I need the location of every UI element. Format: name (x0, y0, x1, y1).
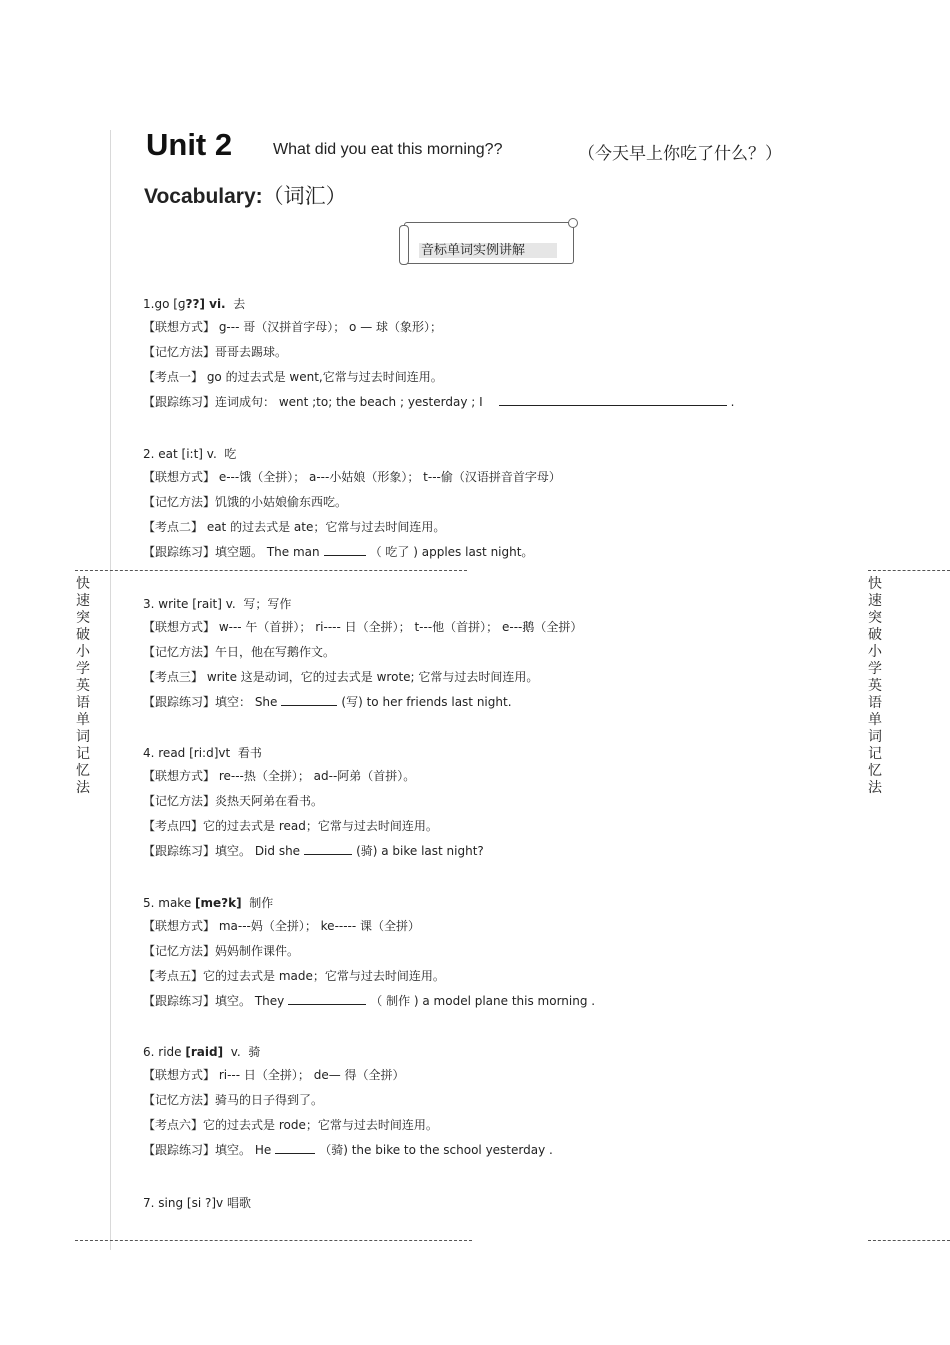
meaning: 吃 (224, 447, 237, 461)
dashed-separator (75, 1240, 472, 1241)
sidebar-left-vertical-title (73, 576, 93, 797)
entry-headword (143, 443, 843, 465)
practice-line (143, 540, 843, 565)
practice-prompt: 【跟踪练习】连词成句： went ;to; the beach ; yesterday ; I (143, 395, 483, 409)
sidebar-char: 法 (76, 780, 90, 796)
phonetic: [raid] (185, 1045, 224, 1059)
meaning: 写；写作 (243, 597, 292, 611)
entry-headword (143, 892, 843, 914)
practice-tail: (骑) a bike last night? (356, 844, 484, 858)
exam-point-line: 【考点三】 write 这是动词，它的过去式是 wrote; 它常与过去时间连用。 (143, 670, 539, 684)
sidebar-char: 小 (868, 644, 882, 660)
sidebar-char: 记 (76, 746, 90, 762)
headword: 1.go [ɡ (143, 297, 186, 311)
association-line: 【联想方式】 e---饿（全拼）； a---小姑娘（形象）； t---偷（汉语拼音首字母） (143, 470, 561, 484)
practice-prompt: 【跟踪练习】填空。 Did she (143, 844, 301, 858)
sidebar-char: 突 (76, 610, 90, 626)
sidebar-char: 速 (76, 593, 90, 609)
scroll-curl-right (568, 218, 578, 228)
sidebar-char: 学 (868, 661, 882, 677)
practice-prompt: 【跟踪练习】填空。 They (143, 994, 285, 1008)
entry-headword (143, 293, 843, 315)
practice-prompt: 【跟踪练习】填空： She (143, 695, 278, 709)
memory-line: 【记忆方法】炎热天阿弟在看书。 (143, 794, 324, 808)
association-line: 【联想方式】 g--- 哥（汉拼首字母）； o — 球（象形）； (143, 320, 443, 334)
sidebar-char: 学 (76, 661, 90, 677)
practice-line (143, 1138, 843, 1163)
dashed-separator (75, 570, 467, 571)
exam-point-line: 【考点二】 eat 的过去式是 ate；它常与过去时间连用。 (143, 520, 446, 534)
left-margin-rule (110, 130, 111, 1250)
entry-headword (143, 1192, 843, 1214)
sidebar-char: 速 (868, 593, 882, 609)
answer-blank[interactable] (281, 693, 337, 706)
answer-blank[interactable] (324, 543, 366, 556)
vocabulary-heading (144, 180, 347, 210)
memory-line: 【记忆方法】妈妈制作课件。 (143, 944, 300, 958)
memory-line: 【记忆方法】骑马的日子得到了。 (143, 1093, 324, 1107)
sidebar-char: 语 (76, 695, 90, 711)
answer-blank[interactable] (288, 992, 366, 1005)
answer-blank[interactable] (304, 842, 352, 855)
vocab-entry-eat (143, 443, 843, 565)
unit-subtitle: What did you eat this morning?? (273, 141, 503, 158)
memory-line: 【记忆方法】饥饿的小姑娘偷东西吃。 (143, 495, 348, 509)
unit-title: Unit 2 (146, 127, 233, 162)
association-line: 【联想方式】 ri--- 日（全拼）； de— 得（全拼） (143, 1068, 405, 1082)
answer-blank[interactable] (275, 1141, 315, 1154)
sidebar-char: 忆 (868, 763, 882, 779)
sidebar-char: 词 (868, 729, 882, 745)
association-line: 【联想方式】 w--- 午（首拼）； ri---- 日（全拼）； t---他（首拼）； e---鹅（全拼） (143, 620, 583, 634)
part-of-speech: v. (230, 1045, 241, 1059)
exam-point-line: 【考点五】它的过去式是 made；它常与过去时间连用。 (143, 969, 445, 983)
scroll-curl-left (399, 225, 409, 265)
banner-scroll (404, 222, 574, 264)
sidebar-char: 单 (868, 712, 882, 728)
memory-line: 【记忆方法】哥哥去踢球。 (143, 345, 288, 359)
meaning: 看书 (237, 746, 262, 760)
entry-headword (143, 742, 843, 764)
sidebar-char: 快 (868, 576, 882, 592)
meaning: 制作 (249, 896, 274, 910)
sidebar-right-vertical-title (865, 576, 885, 797)
headword: 6. ride (143, 1045, 186, 1059)
sidebar-char: 英 (76, 678, 90, 694)
sidebar-char: 忆 (76, 763, 90, 779)
headword: 5. make (143, 896, 196, 910)
memory-line: 【记忆方法】午日，他在写鹅作文。 (143, 645, 336, 659)
practice-tail: (写) to her friends last night. (341, 695, 512, 709)
meaning: 骑 (248, 1045, 261, 1059)
practice-prompt: 【跟踪练习】填空。 He (143, 1143, 272, 1157)
sidebar-char: 小 (76, 644, 90, 660)
vocabulary-label: Vocabulary: (144, 185, 263, 208)
practice-tail: （骑) the bike to the school yesterday . (319, 1143, 553, 1157)
vocab-entry-read (143, 742, 843, 864)
sidebar-char: 语 (868, 695, 882, 711)
sidebar-char: 破 (76, 627, 90, 643)
practice-line (143, 690, 843, 715)
association-line: 【联想方式】 re---热（全拼）； ad--阿弟（首拼）。 (143, 769, 416, 783)
exam-point-line: 【考点一】 go 的过去式是 went,它常与过去时间连用。 (143, 370, 443, 384)
meaning: 去 (233, 297, 246, 311)
phonetic: [me?k] (195, 896, 242, 910)
sidebar-char: 词 (76, 729, 90, 745)
headword: 3. write [rait] v. (143, 597, 236, 611)
sidebar-char: 突 (868, 610, 882, 626)
sidebar-char: 破 (868, 627, 882, 643)
headword: 4. read [ri:d]vt (143, 746, 231, 760)
vocabulary-label-chinese: （词汇） (262, 184, 347, 208)
meaning: 唱歌 (226, 1196, 251, 1210)
exam-point-line: 【考点四】它的过去式是 read；它常与过去时间连用。 (143, 819, 438, 833)
vocab-entry-ride (143, 1041, 843, 1163)
vocab-entry-write (143, 593, 843, 715)
association-line: 【联想方式】 ma---妈（全拼）； ke----- 课（全拼） (143, 919, 421, 933)
headword: 7. sing [si ?]v (143, 1196, 224, 1210)
answer-blank[interactable] (499, 393, 727, 406)
sidebar-char: 英 (868, 678, 882, 694)
dashed-separator (868, 570, 950, 571)
practice-tail: （ 制作 ) a model plane this morning . (370, 994, 596, 1008)
sidebar-char: 法 (868, 780, 882, 796)
sidebar-char: 单 (76, 712, 90, 728)
practice-tail: . (730, 395, 735, 409)
practice-line (143, 989, 843, 1014)
entry-headword (143, 593, 843, 615)
exam-point-line: 【考点六】它的过去式是 rode；它常与过去时间连用。 (143, 1118, 438, 1132)
vocab-entry-sing (143, 1192, 843, 1214)
practice-tail: （ 吃了 ) apples last night。 (369, 545, 534, 559)
unit-subtitle-chinese: （今天早上你吃了什么？） (578, 144, 782, 164)
sidebar-char: 记 (868, 746, 882, 762)
phonetic: ??] vi. (185, 297, 226, 311)
practice-prompt: 【跟踪练习】填空题。 The man (143, 545, 320, 559)
vocab-entry-go (143, 293, 843, 415)
entry-headword (143, 1041, 843, 1063)
sidebar-char: 快 (76, 576, 90, 592)
practice-line (143, 390, 843, 415)
headword: 2. eat [i:t] v. (143, 447, 217, 461)
dashed-separator (868, 1240, 950, 1241)
vocab-entry-make (143, 892, 843, 1014)
banner-label: 音标单词实例讲解 (419, 243, 557, 258)
practice-line (143, 839, 843, 864)
